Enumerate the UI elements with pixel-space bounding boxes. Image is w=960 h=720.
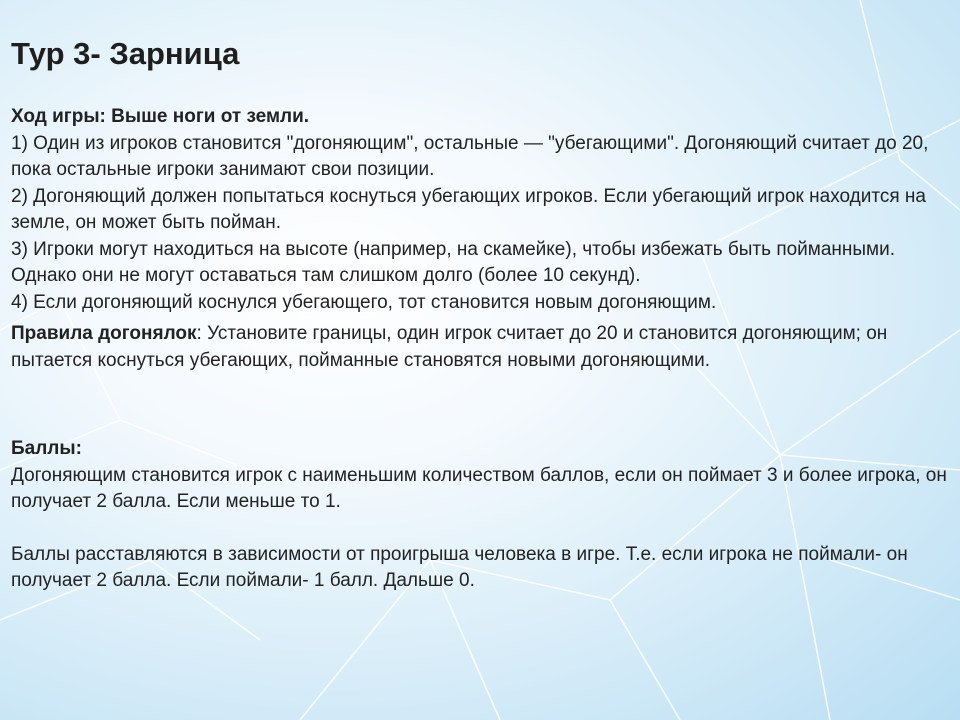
game-heading: Ход игры: Выше ноги от земли. [11,106,310,127]
points-heading: Баллы: [11,438,82,459]
rules-label: Правила догонялок [11,323,197,344]
game-step-1: 1) Один из игроков становится "догоняющим", остальные — "убегающими". Догоняющий считает до 20, пока остальные игроки занимают свои позиции. [11,132,929,180]
game-step-3: 3) Игроки могут находиться на высоте (например, на скамейке), чтобы избежать быть пойманными. Однако они не могут оставаться там слишком долго (более 10 секунд). [11,238,896,286]
points-paragraph-2: Баллы расставляются в зависимости от проигрыша человека в игре. Т.е. если игрока не поймали- он получает 2 балла. Если поймали- 1 балл. Дальше 0. [11,543,908,591]
slide-title: Тур 3- Зарница [11,36,240,71]
game-section [11,104,951,316]
game-step-4: 4) Если догоняющий коснулся убегающего, тот становится новым догоняющим. [11,291,717,313]
points-section [11,436,951,595]
slide-content [11,32,951,595]
game-step-2: 2) Догоняющий должен попытаться коснуться убегающих игроков. Если убегающий игрок находится на земле, он может быть пойман. [11,185,926,233]
rules-text: : Установите границы, один игрок считает до 20 и становится догоняющим; он пытается коснуться убегающих, пойманные становятся новыми догоняющими. [11,323,888,371]
rules-paragraph [11,321,951,374]
points-paragraph-1: Догоняющим становится игрок с наименьшим количеством баллов, если он поймает 3 и более игрока, он получает 2 балла. Если меньше то 1. [11,464,947,512]
rules-section [11,321,951,374]
